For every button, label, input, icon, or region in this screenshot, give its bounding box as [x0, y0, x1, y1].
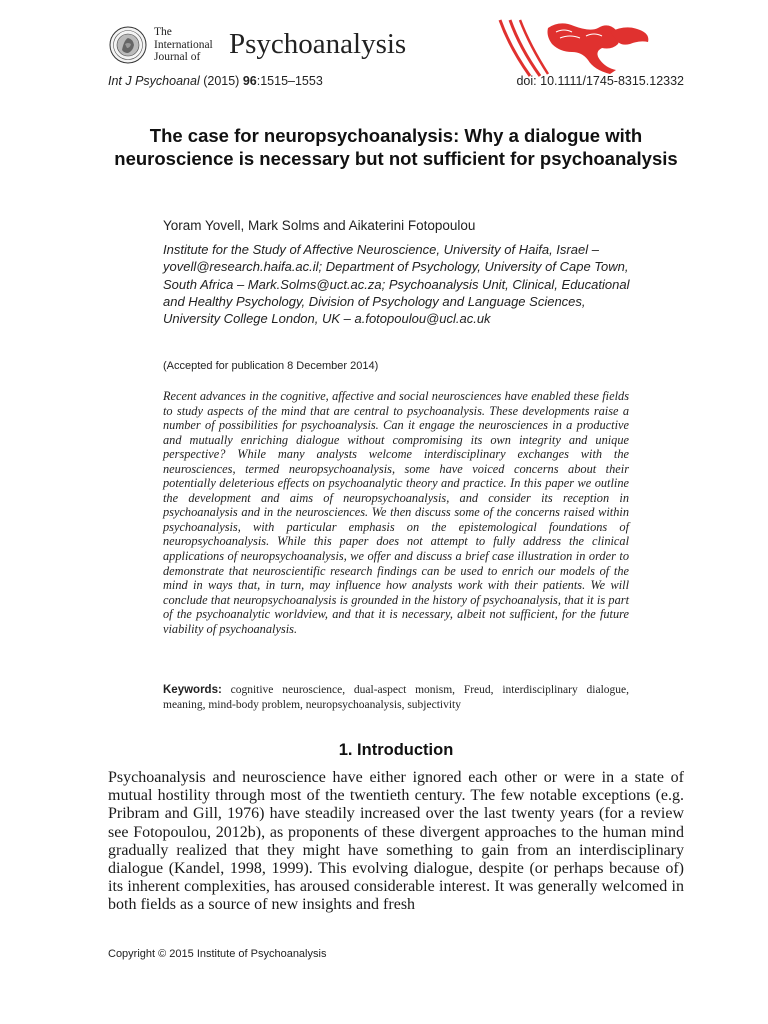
citation-pages: :1515–1553 [256, 74, 323, 88]
journal-seal-icon [109, 26, 147, 64]
intro-paragraph: Psychoanalysis and neuroscience have either ignored each other or were in a state of mutual hostility through most of the twentieth century. The few notable exceptions (e.g. Pribram and Gill, 1976) have steadily increased over the last twenty years (for a review see Fotopoulou, 2012b), as proponents of these divergent approaches to the human mind gradually realized that they might have something to gain from an interdisciplinary dialogue (Kandel, 1998, 1999). This evolving dialogue, despite (or perhaps because of) its inherent complexities, has aroused considerable interest. It was generally welcomed in both fields as a source of new insights and fresh [108, 769, 684, 914]
citation-volume: 96 [242, 74, 257, 88]
author-list: Yoram Yovell, Mark Solms and Aikaterini Fotopoulou [163, 218, 476, 233]
journal-name-line2: International [154, 38, 213, 51]
section-heading: 1. Introduction [338, 741, 454, 759]
citation-year: (2015) [203, 74, 240, 88]
journal-name-small [154, 26, 213, 64]
abstract: Recent advances in the cognitive, affective and social neurosciences have enabled these fields to study aspects of the mind that are central to psychoanalysis. These developments raise a number of possibilities for psychoanalysis. Can it engage the neurosciences in a productive and mutually enriching dialogue without compromising its own integrity and unique perspective? While many analysts welcome interdisciplinary exchanges with the neurosciences, termed neuropsychoanalysis, some have voiced concerns about their potentially deleterious effects on psychoanalytic theory and practice. In this paper we outline the development and aims of neuropsychoanalysis, and consider its reception in psychoanalysis and in the neurosciences. We then discuss some of the concerns raised within psychoanalysis, with particular emphasis on the epistemological foundations of neuropsychoanalysis. While this paper does not attempt to fully address the clinical applications of neuropsychoanalysis, we offer and discuss a brief case illustration in order to demonstrate that neuroscientific research findings can be used to enrich our models of the mind in ways that, in turn, may influence how analysts work with their patients. We will conclude that neuropsychoanalysis is grounded in the history of psychoanalysis, that it is part of the psychoanalytic worldview, and that it is necessary, albeit not sufficient, for the future viability of psychoanalysis. [163, 389, 629, 636]
copyright: Copyright © 2015 Institute of Psychoanalysis [108, 948, 327, 960]
article-title: The case for neuropsychoanalysis: Why a dialogue with neuroscience is necessary but not sufficient for psychoanalysis [114, 125, 678, 169]
keywords-label: Keywords: [163, 684, 222, 696]
journal-name-line1: The [154, 26, 172, 38]
citation [108, 74, 323, 88]
accepted-date: (Accepted for publication 8 December 2014) [163, 360, 379, 372]
doi: doi: 10.1111/1745-8315.12332 [516, 74, 684, 88]
journal-abbrev: Int J Psychoanal [108, 74, 200, 88]
journal-name-main: Psychoanalysis [229, 28, 407, 60]
keywords-text: cognitive neuroscience, dual-aspect monism, Freud, interdisciplinary dialogue, meaning, mind-body problem, neuropsychoanalysis, subjectivity [163, 684, 629, 711]
red-wing-brand-icon [490, 18, 666, 78]
keywords [163, 683, 629, 713]
affiliations: Institute for the Study of Affective Neuroscience, University of Haifa, Israel – yovell@research.haifa.ac.il; Department of Psychology, University of Cape Town, South Africa – Mark.Solms@uct.ac.za; Psychoanalysis Unit, Clinical, Educational and Healthy Psychology, Division of Psychology and Language Sciences, University College London, UK – a.fotopoulou@ucl.ac.uk [163, 242, 630, 327]
journal-name-line3: Journal of [154, 51, 201, 63]
